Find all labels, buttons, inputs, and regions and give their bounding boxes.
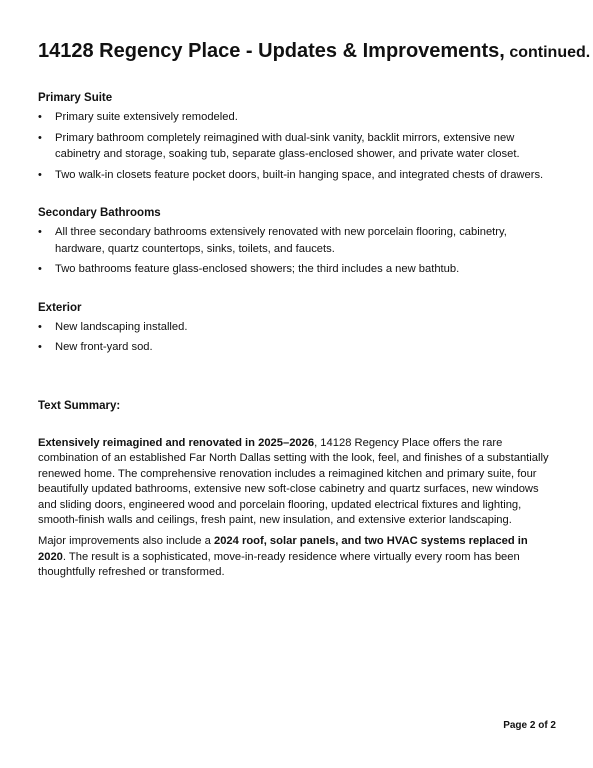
list-item: • Primary suite extensively remodeled.	[38, 109, 558, 126]
summary-paragraph-1	[38, 436, 558, 530]
section-heading: Exterior	[38, 301, 82, 314]
summary-paragraph-2	[38, 534, 558, 581]
list-item: • Two bathrooms feature glass-enclosed showers; the third includes a new bathtub.	[38, 261, 558, 278]
summary-p1-text: , 14128 Regency Place offers the rare combination of an established Far North Dallas setting with the look, feel, and finishes of a substantially renewed home. The comprehensive renovation includes a reimagined kitchen and primary suite, four beautifully updated bathrooms, extensive new soft-close cabinetry and quartz surfaces, new windows and sliding doors, engineered wood and porcelain flooring, updated electrical fixtures and lighting, smooth-finish walls and ceilings, fresh paint, new insulation, and extensive exterior landscaping.	[38, 436, 549, 527]
list-item: • All three secondary bathrooms extensively renovated with new porcelain flooring, cabinetry, hardware, quartz countertops, sinks, toilets, and faucets.	[38, 224, 558, 257]
section-secondary-bathrooms	[38, 205, 558, 278]
list-item: • New front-yard sod.	[38, 339, 558, 356]
title-continued: continued.	[504, 44, 591, 61]
page-title	[38, 38, 591, 66]
bullet-list	[38, 224, 558, 278]
summary-p2-text: . The result is a sophisticated, move-in-ready residence where virtually every room has been thoughtfully refreshed or transformed.	[38, 550, 520, 579]
section-heading: Secondary Bathrooms	[38, 207, 161, 219]
title-main: 14128 Regency Place - Updates & Improvements,	[38, 40, 505, 62]
summary-p1-bold: Extensively reimagined and renovated in 2025–2026	[38, 436, 315, 449]
summary-p2-start: Major improvements also include a	[38, 535, 214, 548]
summary-heading: Text Summary:	[38, 399, 121, 412]
document-page	[38, 38, 591, 581]
list-item: • New landscaping installed.	[38, 319, 558, 336]
page-number: Page 2 of 2	[503, 720, 556, 731]
section-primary-suite	[38, 90, 558, 183]
summary-p2-bold: 2024 roof, solar panels, and two HVAC systems replaced in 2020	[38, 535, 528, 563]
section-heading: Primary Suite	[38, 92, 113, 104]
section-exterior	[38, 300, 558, 356]
list-item: • Primary bathroom completely reimagined with dual-sink vanity, backlit mirrors, extensive new cabinetry and storage, soaking tub, separate glass-enclosed shower, and private water closet.	[38, 130, 558, 163]
bullet-list	[38, 109, 558, 183]
list-item: • Two walk-in closets feature pocket doors, built-in hanging space, and integrated chests of drawers.	[38, 167, 558, 184]
bullet-list	[38, 319, 558, 356]
